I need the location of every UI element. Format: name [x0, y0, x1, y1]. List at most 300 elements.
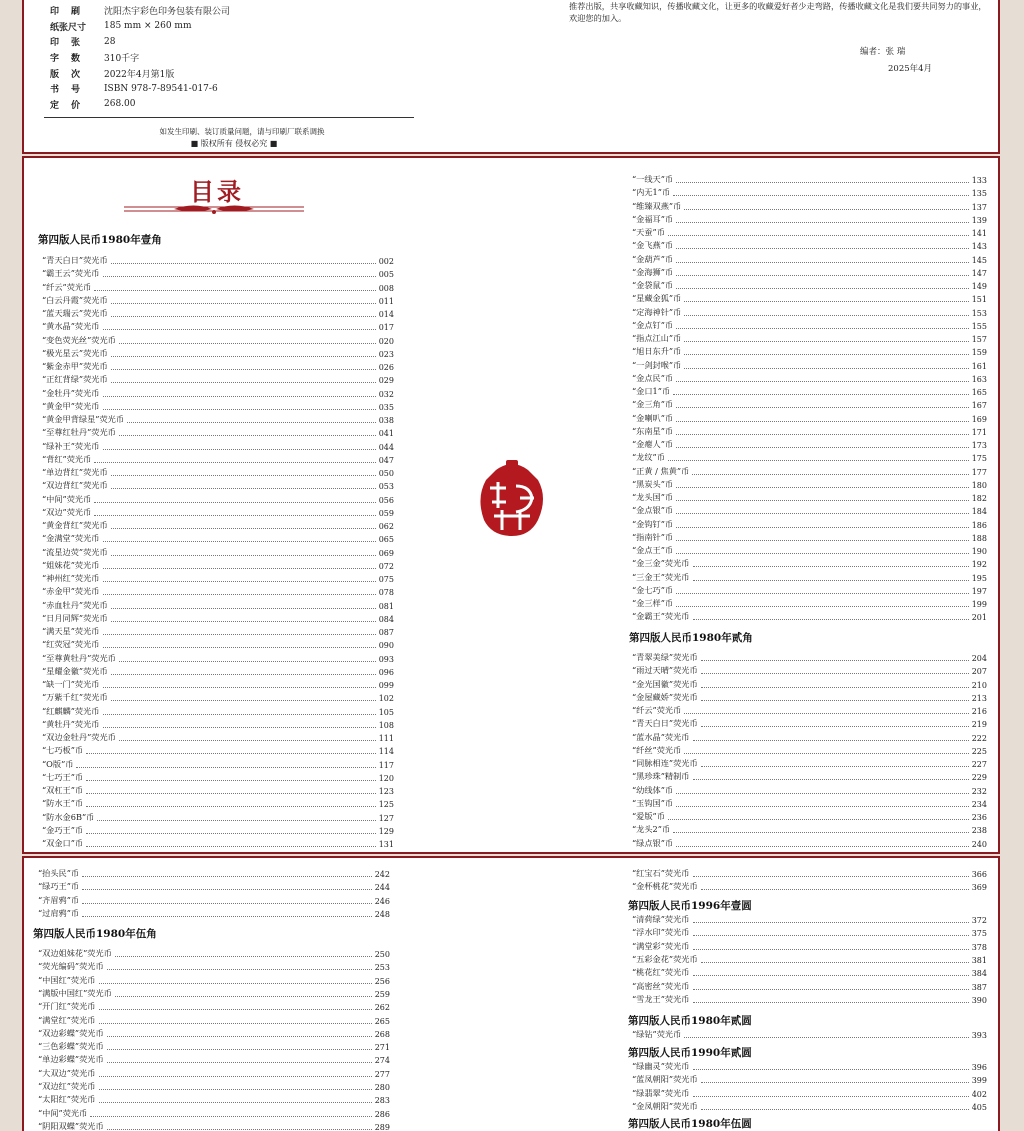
- toc-page-number: 180: [971, 480, 987, 490]
- toc-entry[interactable]: [38, 1079, 390, 1092]
- toc-entry[interactable]: [42, 505, 394, 518]
- toc-entry[interactable]: [38, 893, 390, 906]
- toc-entry-title: “日月同辉”荧光币: [42, 612, 108, 623]
- toc-entry-title: “金杯桃花”荧光币: [632, 881, 698, 892]
- toc-entry[interactable]: [38, 1052, 390, 1065]
- colophon-value: 2022年4月第1版: [104, 69, 175, 80]
- toc-section-heading: 第四版人民币1980年壹角: [38, 234, 162, 246]
- toc-entry[interactable]: [632, 836, 987, 849]
- toc-page-number: 286: [374, 1109, 390, 1119]
- toc-leader-dots: [111, 356, 376, 357]
- toc-entry-title: “蓝天瑞云”荧光币: [42, 308, 108, 318]
- toc-page-number: 207: [971, 667, 987, 677]
- toc-entry[interactable]: [42, 757, 394, 770]
- toc-entry[interactable]: [38, 906, 390, 919]
- toc-entry[interactable]: [632, 596, 987, 609]
- toc-leader-dots: [673, 832, 969, 833]
- toc-entry[interactable]: [42, 624, 394, 637]
- toc-entry[interactable]: [632, 866, 987, 879]
- toc-entry-title: “神州红”荧光币: [42, 573, 100, 583]
- toc-page-number: 378: [971, 942, 987, 952]
- toc-leader-dots: [119, 343, 376, 344]
- toc-entry-title: “纤云”荧光币: [632, 705, 682, 715]
- toc-entry[interactable]: [42, 651, 394, 664]
- toc-leader-dots: [693, 935, 969, 936]
- toc-entry[interactable]: [632, 384, 987, 397]
- toc-entry[interactable]: [42, 372, 394, 385]
- toc-leader-dots: [111, 369, 376, 370]
- toc-entry-title: “满版中国红”荧光币: [38, 987, 112, 998]
- toc-entry[interactable]: [42, 293, 394, 306]
- toc-entry-title: “满天星”荧光币: [42, 626, 100, 636]
- toc-page-number: 105: [378, 707, 394, 717]
- toc-page-number: 219: [971, 720, 987, 730]
- toc-page-number: 023: [378, 349, 394, 359]
- toc-page-number: 026: [378, 363, 394, 372]
- toc-leader-dots: [693, 1096, 969, 1097]
- toc-entry-title: “幼线体”币: [632, 784, 674, 795]
- toc-leader-dots: [86, 753, 376, 754]
- toc-page-number: 090: [378, 641, 394, 651]
- toc-section-heading: 第四版人民币1980年伍角: [33, 928, 157, 940]
- toc-entry[interactable]: [632, 583, 987, 596]
- toc-entry[interactable]: [632, 769, 987, 782]
- toc-entry[interactable]: [42, 598, 394, 611]
- toc-leader-dots: [99, 1102, 372, 1103]
- toc-leader-dots: [103, 276, 376, 277]
- toc-leader-dots: [94, 462, 375, 463]
- toc-entry[interactable]: [632, 358, 987, 371]
- toc-entry[interactable]: [42, 770, 394, 783]
- toc-entry[interactable]: [632, 252, 987, 265]
- toc-entry[interactable]: [632, 344, 987, 357]
- toc-entry[interactable]: [42, 465, 394, 478]
- toc-page-number: 274: [374, 1056, 390, 1066]
- toc-page-number: 157: [971, 335, 987, 344]
- preface-date: 2025年4月: [888, 64, 933, 74]
- toc-leader-dots: [676, 288, 969, 289]
- toc-entry[interactable]: [42, 412, 394, 425]
- toc-entry[interactable]: [632, 530, 987, 543]
- toc-entry[interactable]: [632, 450, 987, 463]
- toc-entry[interactable]: [632, 756, 987, 769]
- toc-entry-title: “双边金牡丹”荧光币: [42, 732, 116, 742]
- toc-entry[interactable]: [632, 477, 987, 490]
- toc-page-number: 032: [378, 389, 394, 399]
- toc-entry[interactable]: [632, 690, 987, 703]
- toc-leader-dots: [99, 1009, 372, 1010]
- toc-entry[interactable]: [42, 690, 394, 703]
- toc-entry[interactable]: [42, 717, 394, 730]
- toc-page-number: 182: [971, 494, 987, 503]
- toc-leader-dots: [684, 301, 968, 302]
- toc-page-number: 199: [971, 600, 987, 609]
- toc-entry[interactable]: [38, 1026, 390, 1039]
- toc-entry[interactable]: [38, 959, 390, 972]
- toc-entry-title: “旭日东升”币: [632, 346, 682, 357]
- toc-leader-dots: [676, 248, 969, 249]
- toc-leader-dots: [701, 673, 969, 674]
- toc-entry[interactable]: [42, 664, 394, 677]
- toc-entry[interactable]: [38, 1092, 390, 1105]
- toc-entry-title: “黄金甲背绿星”荧光币: [42, 414, 125, 424]
- toc-section-heading: 第四版人民币1980年伍圆: [628, 1118, 752, 1130]
- toc-entry-title: “一剑封喉”币: [632, 359, 682, 370]
- toc-entry[interactable]: [632, 1086, 987, 1099]
- toc-page-number: 029: [378, 376, 394, 386]
- toc-entry[interactable]: [38, 866, 390, 879]
- toc-leader-dots: [676, 513, 969, 514]
- toc-entry-title: “黄金甲”荧光币: [42, 400, 100, 411]
- toc-entry[interactable]: [42, 730, 394, 743]
- toc-entry[interactable]: [42, 558, 394, 571]
- toc-leader-dots: [701, 1082, 969, 1083]
- toc-page-number: 038: [378, 416, 394, 425]
- toc-entry-title: “双金口”币: [42, 838, 84, 848]
- toc-entry[interactable]: [42, 346, 394, 359]
- toc-entry-title: “定海神针”币: [632, 306, 682, 317]
- toc-entry-title: “双边背红”荧光币: [42, 480, 108, 491]
- toc-entry-title: “开门红”荧光币: [38, 1001, 96, 1012]
- toc-entry[interactable]: [38, 973, 390, 986]
- toc-entry[interactable]: [632, 397, 987, 410]
- toc-entry[interactable]: [42, 333, 394, 346]
- toc-page-number: 225: [971, 746, 987, 756]
- toc-page-number: 096: [378, 667, 394, 677]
- toc-entry[interactable]: [42, 253, 394, 266]
- toc-page-number: 129: [378, 826, 394, 836]
- toc-entry[interactable]: [632, 1027, 987, 1040]
- toc-entry[interactable]: [38, 1106, 390, 1119]
- colophon-divider: [44, 117, 414, 118]
- toc-entry[interactable]: [42, 823, 394, 836]
- toc-page-number: 125: [378, 800, 394, 810]
- toc-entry-title: “赤金甲”荧光币: [42, 586, 100, 597]
- toc-entry[interactable]: [42, 478, 394, 491]
- toc-leader-dots: [684, 1037, 968, 1038]
- toc-entry-title: “纤云”荧光币: [42, 281, 92, 292]
- toc-entry-title: “绿翡翠”荧光币: [632, 1087, 690, 1098]
- toc-leader-dots: [701, 687, 969, 688]
- toc-leader-dots: [668, 819, 969, 820]
- toc-page-number: 114: [378, 747, 394, 757]
- toc-entry[interactable]: [632, 809, 987, 822]
- preface-editor: 编者：张 瑞: [860, 47, 906, 57]
- toc-entry[interactable]: [632, 411, 987, 424]
- toc-page-number: 069: [378, 548, 394, 558]
- toc-entry[interactable]: [42, 584, 394, 597]
- toc-entry[interactable]: [42, 611, 394, 624]
- colophon-table: [50, 3, 410, 112]
- toc-entry[interactable]: [38, 1013, 390, 1026]
- toc-page-number: 195: [971, 573, 987, 583]
- toc-leader-dots: [676, 407, 969, 408]
- toc-section-heading: 第四版人民币1990年贰圆: [628, 1047, 752, 1059]
- toc-entry[interactable]: [632, 212, 987, 225]
- toc-entry[interactable]: [632, 609, 987, 622]
- toc-entry-title: “浮水印”荧光币: [632, 927, 690, 938]
- toc-entry[interactable]: [632, 291, 987, 304]
- toc-leader-dots: [668, 460, 969, 461]
- toc-leader-dots: [676, 381, 969, 382]
- toc-entry-title: “单边背红”荧光币: [42, 467, 108, 477]
- toc-entry[interactable]: [632, 570, 987, 583]
- toc-entry[interactable]: [38, 946, 390, 959]
- toc-page-number: 227: [971, 760, 987, 769]
- toc-entry[interactable]: [632, 716, 987, 729]
- toc-entry[interactable]: [632, 437, 987, 450]
- toc-entry-title: “绿巧王”币: [38, 881, 80, 892]
- toc-page-number: 238: [971, 826, 987, 836]
- toc-entry[interactable]: [632, 730, 987, 743]
- toc-page-number: 017: [378, 323, 394, 333]
- toc-entry[interactable]: [632, 783, 987, 796]
- toc-entry[interactable]: [42, 545, 394, 558]
- toc-entry[interactable]: [42, 810, 394, 823]
- toc-page-number: 047: [378, 455, 394, 465]
- colophon-value: 268.00: [104, 99, 136, 110]
- toc-entry-title: “龙头国”币: [632, 492, 674, 502]
- toc-entry[interactable]: [632, 650, 987, 663]
- toc-entry[interactable]: [632, 172, 987, 185]
- toc-entry[interactable]: [42, 386, 394, 399]
- toc-entry[interactable]: [38, 1066, 390, 1079]
- toc-entry-title: “金喇叭”币: [632, 412, 674, 423]
- colophon-row: [50, 3, 410, 19]
- toc-entry[interactable]: [632, 925, 987, 938]
- toc-entry-title: “姐妹花”荧光币: [42, 559, 100, 570]
- toc-entry[interactable]: [42, 306, 394, 319]
- toc-entry-title: “绿补王”荧光币: [42, 440, 100, 451]
- toc-leader-dots: [701, 726, 969, 727]
- toc-entry[interactable]: [42, 796, 394, 809]
- toc-entry[interactable]: [632, 703, 987, 716]
- toc-leader-dots: [82, 903, 372, 904]
- toc-entry[interactable]: [42, 399, 394, 412]
- toc-entry[interactable]: [42, 359, 394, 372]
- toc-leader-dots: [90, 1116, 371, 1117]
- toc-page-number: 197: [971, 586, 987, 596]
- toc-entry[interactable]: [632, 1072, 987, 1085]
- toc-leader-dots: [111, 621, 376, 622]
- toc-entry[interactable]: [632, 1099, 987, 1112]
- toc-entry[interactable]: [632, 424, 987, 437]
- toc-entry-title: “金点民”币: [632, 372, 674, 383]
- toc-page-number: 169: [971, 414, 987, 424]
- toc-entry-title: “金点银”币: [632, 505, 674, 516]
- toc-leader-dots: [676, 540, 969, 541]
- toc-entry-title: “玉钩国”币: [632, 797, 674, 808]
- toc-page-number: 159: [971, 348, 987, 358]
- toc-entry[interactable]: [42, 266, 394, 279]
- toc-entry-title: “黄金背红”荧光币: [42, 520, 108, 530]
- toc-entry[interactable]: [632, 822, 987, 835]
- toc-page-number: 248: [374, 909, 390, 919]
- toc-entry[interactable]: [38, 986, 390, 999]
- toc-entry-title: “中国红”荧光币: [38, 974, 96, 985]
- toc-entry[interactable]: [38, 1119, 390, 1131]
- toc-leader-dots: [668, 235, 969, 236]
- toc-leader-dots: [676, 806, 969, 807]
- toc-page-number: 005: [378, 270, 394, 280]
- toc-leader-dots: [103, 634, 376, 635]
- toc-entry[interactable]: [632, 199, 987, 212]
- toc-entry[interactable]: [42, 319, 394, 332]
- toc-page-number: 078: [378, 588, 394, 598]
- toc-entry[interactable]: [42, 439, 394, 452]
- toc-leader-dots: [107, 969, 372, 970]
- toc-page-number: 123: [378, 787, 394, 796]
- toc-leader-dots: [111, 382, 376, 383]
- toc-entry[interactable]: [42, 452, 394, 465]
- toc-entry[interactable]: [38, 879, 390, 892]
- toc-entry-title: “金牡丹”荧光币: [42, 387, 100, 398]
- colophon-row: [50, 34, 410, 50]
- toc-leader-dots: [676, 500, 969, 501]
- toc-page-number: 236: [971, 813, 987, 822]
- toc-entry-title: “三金王”荧光币: [632, 571, 690, 582]
- toc-page-number: 008: [378, 283, 394, 293]
- toc-entry[interactable]: [632, 543, 987, 556]
- toc-page-number: 084: [378, 614, 394, 624]
- colophon-value: ISBN 978-7-89541-017-6: [104, 83, 218, 94]
- toc-entry[interactable]: [38, 1039, 390, 1052]
- toc-entry[interactable]: [632, 331, 987, 344]
- toc-entry-title: “赤血牡丹”荧光币: [42, 599, 108, 610]
- toc-entry-title: “金凤朝阳”荧光币: [632, 1100, 698, 1111]
- toc-page-number: 137: [971, 202, 987, 212]
- toc-entry[interactable]: [632, 992, 987, 1005]
- toc-page-number: 111: [378, 734, 394, 743]
- toc-entry[interactable]: [632, 265, 987, 278]
- toc-leader-dots: [119, 740, 376, 741]
- toc-entry[interactable]: [632, 556, 987, 569]
- toc-entry-title: “至尊红牡丹”荧光币: [42, 427, 116, 438]
- toc-entry[interactable]: [632, 939, 987, 952]
- toc-entry[interactable]: [632, 225, 987, 238]
- toc-entry[interactable]: [632, 796, 987, 809]
- toc-page-number: 240: [971, 839, 987, 849]
- toc-page-number: 234: [971, 799, 987, 809]
- toc-page-number: 244: [374, 883, 390, 893]
- toc-leader-dots: [676, 527, 969, 528]
- toc-page-number: 099: [378, 681, 394, 690]
- toc-entry[interactable]: [632, 879, 987, 892]
- toc-leader-dots: [676, 275, 969, 276]
- toc-entry[interactable]: [42, 571, 394, 584]
- toc-entry[interactable]: [632, 490, 987, 503]
- toc-entry[interactable]: [632, 238, 987, 251]
- toc-leader-dots: [676, 447, 969, 448]
- toc-entry[interactable]: [42, 280, 394, 293]
- toc-entry[interactable]: [632, 979, 987, 992]
- toc-entry-title: “金钩钉”币: [632, 518, 674, 529]
- toc-entry-title: “龙头2”币: [632, 824, 671, 835]
- toc-page-number: 041: [378, 429, 394, 439]
- toc-entry[interactable]: [632, 965, 987, 978]
- toc-page-number: 002: [378, 257, 394, 266]
- toc-entry[interactable]: [632, 663, 987, 676]
- toc-page-number: 108: [378, 720, 394, 730]
- toc-entry[interactable]: [42, 531, 394, 544]
- toc-entry[interactable]: [632, 278, 987, 291]
- toc-entry[interactable]: [632, 464, 987, 477]
- colophon-label: 纸张尺寸: [50, 22, 87, 33]
- toc-entry-title: “雨过天晴”荧光币: [632, 665, 698, 676]
- toc-leader-dots: [103, 449, 376, 450]
- colophon-rights: ■ 版权所有 侵权必究 ■: [190, 139, 278, 148]
- title-ornament-icon: [124, 202, 304, 216]
- toc-entry[interactable]: [632, 517, 987, 530]
- toc-entry-title: “双边姐妹花”荧光币: [38, 948, 112, 958]
- toc-entry[interactable]: [632, 912, 987, 925]
- toc-entry-title: “七巧王”币: [42, 771, 84, 782]
- toc-page-number: 075: [378, 575, 394, 584]
- toc-entry[interactable]: [632, 952, 987, 965]
- toc-entry-title: “金霸王”荧光币: [632, 611, 690, 622]
- toc-entry[interactable]: [632, 185, 987, 198]
- toc-entry-title: “金福耳”币: [632, 213, 674, 224]
- toc-entry-title: “青天白日”荧光币: [632, 718, 698, 729]
- toc-entry[interactable]: [632, 743, 987, 756]
- toc-entry[interactable]: [42, 492, 394, 505]
- toc-entry[interactable]: [42, 783, 394, 796]
- toc-leader-dots: [115, 996, 372, 997]
- colophon-value: 28: [104, 36, 116, 47]
- toc-leader-dots: [676, 434, 969, 435]
- toc-page-number: 163: [971, 374, 987, 384]
- toc-entry-title: “双杠王”币: [42, 785, 84, 795]
- toc-entry-title: “金三样”币: [632, 598, 674, 608]
- toc-entry[interactable]: [38, 999, 390, 1012]
- toc-leader-dots: [701, 700, 969, 701]
- toc-page-number: 280: [374, 1083, 390, 1092]
- toc-entry-title: “金三金”荧光币: [632, 558, 690, 569]
- toc-entry-title: “抬头民”币: [38, 868, 80, 878]
- toc-entry[interactable]: [632, 318, 987, 331]
- toc-entry[interactable]: [632, 503, 987, 516]
- toc-leader-dots: [76, 767, 375, 768]
- toc-entry-title: “金葫芦”币: [632, 253, 674, 264]
- toc-entry[interactable]: [42, 677, 394, 690]
- toc-page-number: 262: [374, 1003, 390, 1013]
- toc-entry[interactable]: [42, 637, 394, 650]
- toc-leader-dots: [684, 354, 968, 355]
- toc-page-number: 059: [378, 508, 394, 518]
- toc-entry[interactable]: [42, 743, 394, 756]
- toc-entry[interactable]: [42, 425, 394, 438]
- toc-leader-dots: [86, 793, 376, 794]
- toc-leader-dots: [86, 833, 376, 834]
- toc-page-number: 093: [378, 654, 394, 664]
- toc-page-number: 390: [971, 995, 987, 1005]
- toc-entry[interactable]: [632, 371, 987, 384]
- toc-entry[interactable]: [42, 704, 394, 717]
- colophon-row: [50, 97, 410, 113]
- toc-page-number: 173: [971, 441, 987, 450]
- toc-entry[interactable]: [632, 1059, 987, 1072]
- toc-entry[interactable]: [42, 836, 394, 849]
- colophon-value: 185 mm × 260 mm: [104, 21, 192, 32]
- colophon-label: 印张: [50, 38, 93, 49]
- toc-entry[interactable]: [632, 677, 987, 690]
- toc-entry[interactable]: [632, 305, 987, 318]
- toc-entry-title: “指点江山”币: [632, 333, 682, 343]
- toc-entry[interactable]: [42, 518, 394, 531]
- toc-page-number: 139: [971, 215, 987, 225]
- toc-leader-dots: [673, 195, 969, 196]
- toc-page-number: 081: [378, 601, 394, 611]
